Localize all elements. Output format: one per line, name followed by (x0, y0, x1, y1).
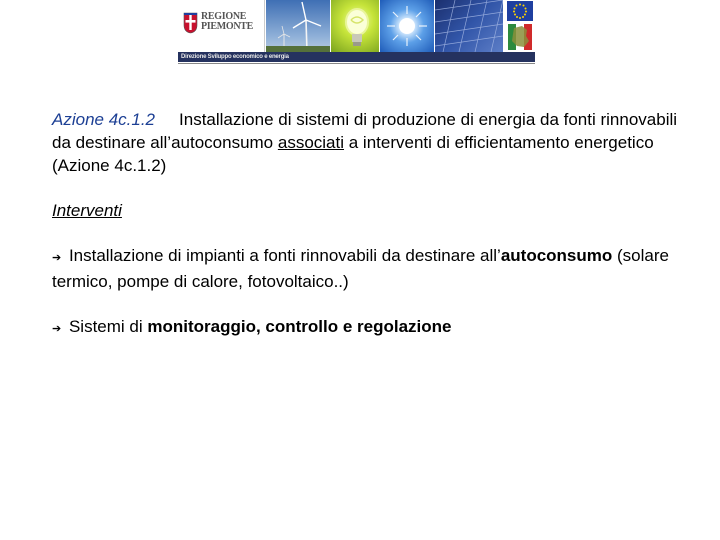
bullet-text: (solare termico, pompe di calore, fotovoltaico..) (52, 246, 669, 291)
action-title (52, 108, 692, 177)
banner-caption: Direzione Sviluppo economico e energia (181, 54, 289, 60)
action-title-text-2: a interventi di efficientamento energetico (Azione 4c.1.2) (52, 133, 654, 175)
section-heading: Interventi (52, 201, 122, 220)
lightbulb-icon (331, 0, 379, 52)
solar-panels-image (435, 0, 503, 52)
bullet-item (52, 244, 692, 293)
regione-piemonte-logo (178, 0, 265, 52)
action-title-underlined: associati (277, 133, 345, 152)
arrow-right-icon: ➔ (52, 323, 62, 335)
logo-line-2: PIEMONTE (201, 21, 254, 32)
bullet-item (52, 315, 692, 341)
action-title-text-1: Installazione di sistemi di produzione di energia da fonti rinnovabili da destinare all’autoconsumo (52, 110, 678, 152)
header-banner (178, 0, 535, 64)
flags-panel (504, 0, 535, 52)
arrow-right-icon: ➔ (52, 252, 62, 264)
sun-image (380, 0, 434, 52)
action-code: Azione 4c.1.2 (52, 110, 156, 129)
wind-turbines-image (266, 0, 330, 52)
crest-icon (183, 12, 198, 34)
bullet-text: Sistemi di (68, 317, 148, 336)
bullet-bold-text: autoconsumo (500, 246, 613, 265)
main-content (52, 108, 692, 341)
wind-turbine-icon (266, 0, 330, 52)
eu-flag-icon (507, 1, 533, 21)
logo-line-1: REGIONE (201, 11, 247, 22)
logo-text (201, 12, 261, 32)
bullet-text: Installazione di impianti a fonti rinnovabili da destinare all’ (68, 246, 501, 265)
energy-saving-bulb-image (331, 0, 379, 52)
bullet-bold-text: monitoraggio, controllo e regolazione (147, 317, 452, 336)
sun-icon (380, 0, 434, 52)
piemonte-map-icon (508, 24, 532, 50)
solar-panel-icon (435, 0, 503, 52)
